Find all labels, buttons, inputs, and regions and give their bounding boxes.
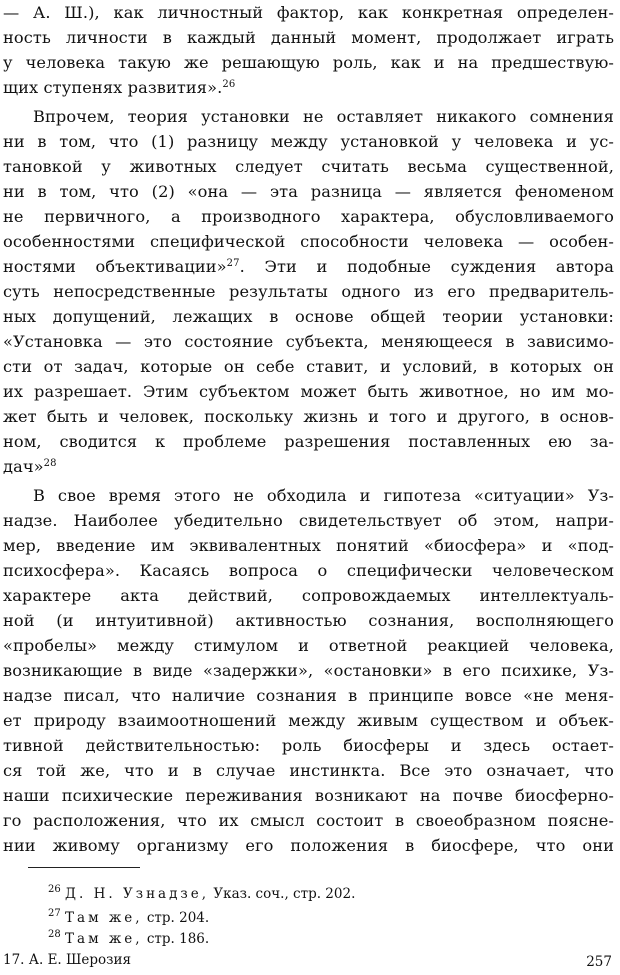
footnote-author: Там же,: [65, 910, 143, 926]
text-line: психосфера». Касаясь вопроса о специфически человеческом: [3, 561, 614, 580]
text-line: сти от задач, которые он себе ставит, и условий, в которых он: [3, 357, 614, 376]
text-fragment: . Эти и подобные суждения автора: [239, 257, 614, 276]
text-line: ни в том, что (1) разницу между установкой у человека и ус-: [3, 132, 614, 151]
text-line: у человека такую же решающую роль, как и на предшествую-: [3, 53, 614, 72]
text-line: надзе писал, что наличие сознания в принципе вовсе «не меня-: [3, 686, 614, 705]
text-line: тивной действительностью: роль биосферы и здесь остает-: [3, 736, 614, 755]
text-line: жет быть и человек, поскольку жизнь и того и другого, в основ-: [3, 407, 614, 426]
text-fragment: щих ступенях развития».: [3, 78, 223, 97]
footnote-author: Д. Н. Узнадзе,: [65, 886, 210, 902]
footnote-source: Указ. соч., стр. 202.: [209, 886, 356, 902]
footnote-number: 28: [48, 929, 61, 940]
text-line: [3, 75, 614, 100]
footnote-ref: 27: [226, 258, 240, 269]
text-line: ет природу взаимоотношений между живым существом и объек-: [3, 711, 614, 730]
text-line: — А. Ш.), как личностный фактор, как конкретная определен-: [3, 3, 614, 22]
page-number: 257: [586, 954, 612, 970]
footnote: [48, 908, 209, 928]
footnote-number: 26: [48, 884, 61, 895]
footnote-source: стр. 186.: [142, 931, 210, 947]
text-line: ном, сводится к проблеме разрешения поставленных ею за-: [3, 432, 614, 451]
footnote-number: 27: [48, 908, 61, 919]
text-line: тановкой у животных следует считать весьма существенной,: [3, 157, 614, 176]
text-line: ных допущений, лежащих в основе общей теории установки:: [3, 307, 614, 326]
text-line: характере акта действий, сопровождаемых интеллектуаль-: [3, 586, 614, 605]
text-fragment: ностями объективации»: [3, 257, 227, 276]
footnote: [48, 884, 355, 904]
footnote-source: стр. 204.: [142, 910, 210, 926]
text-line: мер, введение им эквивалентных понятий «биосфера» и «под-: [3, 536, 614, 555]
text-line: ни в том, что (2) «она — эта разница — является феноменом: [3, 182, 614, 201]
text-line: не первичного, а производного характера, обусловливаемого: [3, 207, 614, 226]
text-line: ность личности в каждый данный момент, продолжает играть: [3, 28, 614, 47]
text-line: нии живому организму его положения в биосфере, что они: [3, 836, 614, 855]
footnote: [48, 929, 209, 949]
text-line: «Установка — это состояние субъекта, меняющееся в зависимо-: [3, 332, 614, 351]
footnote-author: Там же,: [65, 931, 143, 947]
text-line: суть непосредственные результаты одного из его предваритель-: [3, 282, 614, 301]
text-line: Впрочем, теория установки не оставляет никакого сомнения: [33, 107, 614, 126]
text-line: надзе. Наиболее убедительно свидетельствует об этом, напри-: [3, 511, 614, 530]
text-line: «пробелы» между стимулом и ответной реакцией человека,: [3, 636, 614, 655]
text-fragment: дач»: [3, 457, 44, 476]
printer-signature: 17. А. Е. Шерозия: [3, 952, 132, 968]
footnote-separator: [28, 867, 140, 868]
text-line: [3, 454, 614, 479]
text-line: В свое время этого не обходила и гипотеза «ситуации» Уз-: [33, 486, 614, 505]
footnote-ref: 26: [222, 79, 236, 90]
text-line: возникающие в виде «задержки», «остановки» в его психике, Уз-: [3, 661, 614, 680]
text-line: [3, 254, 614, 279]
text-line: наши психические переживания возникают на почве биосферно-: [3, 786, 614, 805]
text-line: ной (и интуитивной) активностью сознания, восполняющего: [3, 611, 614, 630]
text-line: их разрешает. Этим субъектом может быть животное, но им мо-: [3, 382, 614, 401]
text-line: ся той же, что и в случае инстинкта. Все это означает, что: [3, 761, 614, 780]
text-line: особенностями специфической способности человека — особен-: [3, 232, 614, 251]
footnote-ref: 28: [43, 458, 57, 469]
text-line: го расположения, что их смысл состоит в своеобразном поясне-: [3, 811, 614, 830]
